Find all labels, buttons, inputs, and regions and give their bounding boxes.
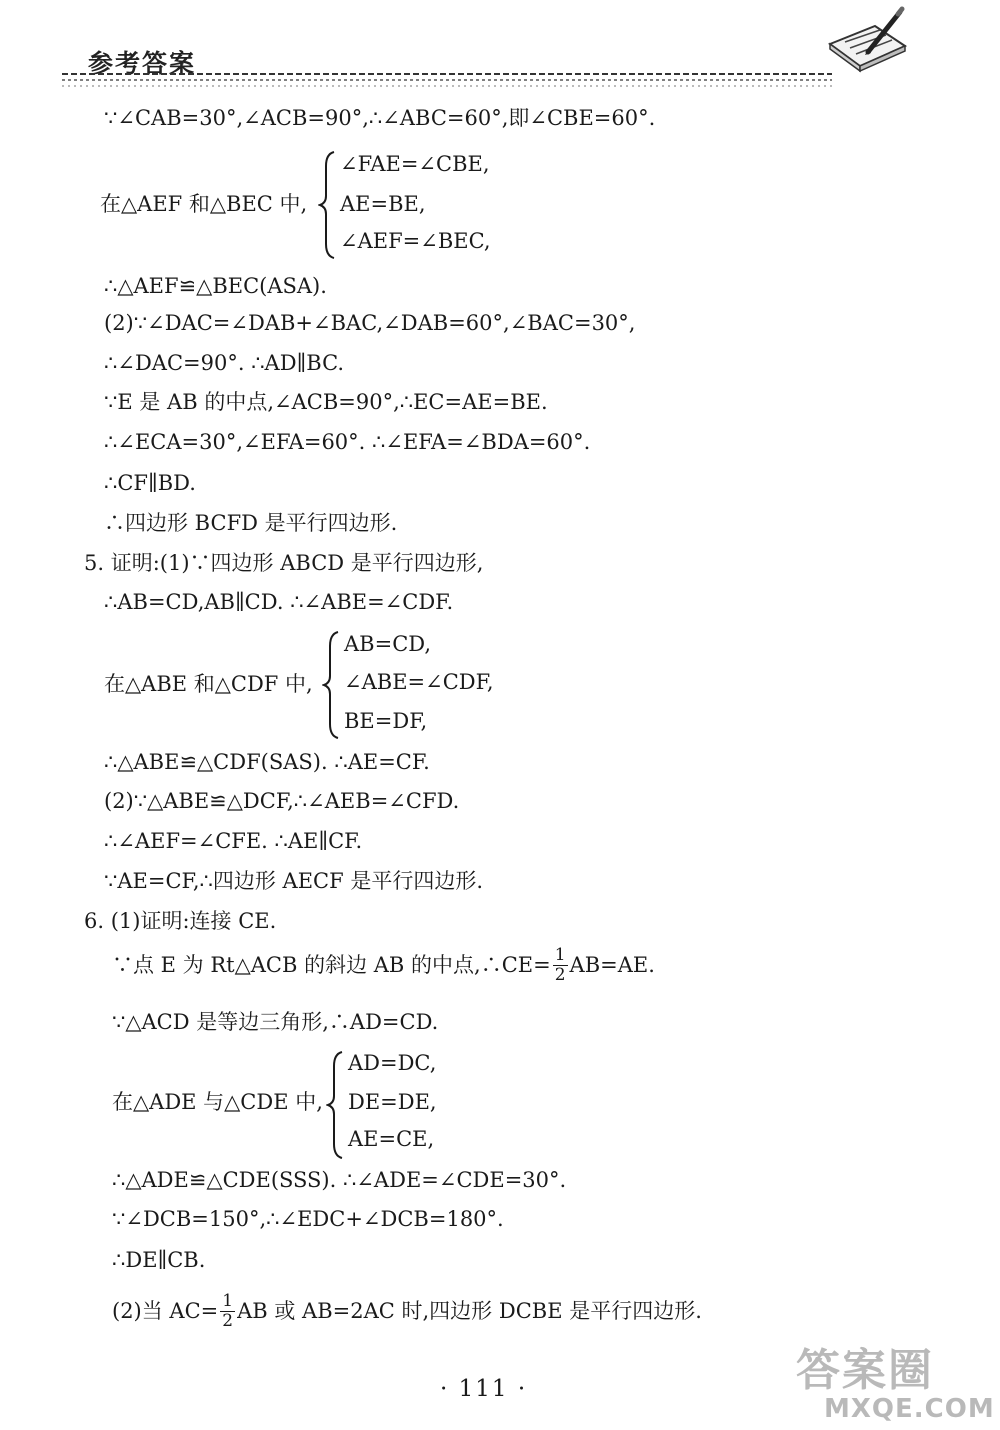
text-line: ∴∠AEF=∠CFE. ∴AE∥CF. xyxy=(104,829,363,853)
text-segment: (2)当 AC= xyxy=(112,1298,219,1323)
text-line: ∠ABE=∠CDF, xyxy=(344,670,494,694)
header-decorative-rule xyxy=(62,70,832,90)
question-5-heading: 5. 证明:(1)∵四边形 ABCD 是平行四边形, xyxy=(84,551,484,575)
text-line: AE=CE, xyxy=(348,1127,435,1151)
left-brace xyxy=(318,150,338,260)
text-line: ∵△ACD 是等边三角形,∴AD=CD. xyxy=(112,1010,439,1034)
question-6-heading: 6. (1)证明:连接 CE. xyxy=(84,909,277,933)
text-line: 在△AEF 和△BEC 中, xyxy=(100,192,308,216)
text-segment: AB 或 AB=2AC 时,四边形 DCBE 是平行四边形. xyxy=(237,1298,702,1323)
text-line: AB=CD, xyxy=(344,632,432,656)
text-line: 在△ABE 和△CDF 中, xyxy=(104,672,313,696)
page-header xyxy=(0,0,1000,100)
text-line: ∴△AEF≌△BEC(ASA). xyxy=(104,274,327,298)
text-line: ∴∠ECA=30°,∠EFA=60°. ∴∠EFA=∠BDA=60°. xyxy=(104,430,591,454)
text-line: (2)∵△ABE≌△DCF,∴∠AEB=∠CFD. xyxy=(104,789,460,813)
fraction xyxy=(553,944,568,985)
text-line: ∴△ABE≌△CDF(SAS). ∴AE=CF. xyxy=(104,750,430,774)
text-line: ∠AEF=∠BEC, xyxy=(340,229,491,253)
text-line: ∴△ADE≌△CDE(SSS). ∴∠ADE=∠CDE=30°. xyxy=(112,1168,567,1192)
notebook-pencil-icon xyxy=(820,4,915,74)
text-line: DE=DE, xyxy=(348,1090,437,1114)
text-line: ∵E 是 AB 的中点,∠ACB=90°,∴EC=AE=BE. xyxy=(104,390,548,414)
text-line: ∵∠CAB=30°,∠ACB=90°,∴∠ABC=60°,即∠CBE=60°. xyxy=(104,106,656,130)
fraction-numerator: 1 xyxy=(222,1290,234,1311)
fraction xyxy=(220,1290,235,1331)
text-line: ∴四边形 BCFD 是平行四边形. xyxy=(104,511,398,535)
text-line: ∵AE=CF,∴四边形 AECF 是平行四边形. xyxy=(104,869,484,893)
text-line: ∠FAE=∠CBE, xyxy=(340,152,490,176)
text-line-with-fraction xyxy=(112,942,655,988)
text-line: BE=DF, xyxy=(344,709,428,733)
site-watermark xyxy=(788,1334,995,1426)
text-segment: AB=AE. xyxy=(569,952,655,977)
text-line: 在△ADE 与△CDE 中, xyxy=(112,1090,323,1114)
text-line-with-fraction xyxy=(112,1288,702,1334)
text-line: ∴∠DAC=90°. ∴AD∥BC. xyxy=(104,351,345,375)
fraction-numerator: 1 xyxy=(554,944,566,965)
text-line: ∴AB=CD,AB∥CD. ∴∠ABE=∠CDF. xyxy=(104,590,454,614)
fraction-denominator: 2 xyxy=(554,964,566,985)
text-line: (2)∵∠DAC=∠DAB+∠BAC,∠DAB=60°,∠BAC=30°, xyxy=(104,311,636,335)
text-line: ∴DE∥CB. xyxy=(112,1248,206,1272)
left-brace xyxy=(322,630,342,740)
header-title: 参考答案 xyxy=(88,49,197,78)
page-number: · 111 · xyxy=(440,1376,528,1402)
fraction-denominator: 2 xyxy=(222,1310,234,1331)
watermark-logo-text: 答案圈 xyxy=(796,1345,934,1396)
text-line: AD=DC, xyxy=(348,1051,437,1075)
left-brace xyxy=(326,1050,346,1160)
text-line: ∴CF∥BD. xyxy=(104,471,196,495)
text-line: AE=BE, xyxy=(340,192,426,216)
text-segment: ∵点 E 为 Rt△ACB 的斜边 AB 的中点,∴CE= xyxy=(112,952,551,977)
text-line: ∵∠DCB=150°,∴∠EDC+∠DCB=180°. xyxy=(112,1207,504,1231)
watermark-domain: MXQE.COM xyxy=(824,1394,995,1424)
